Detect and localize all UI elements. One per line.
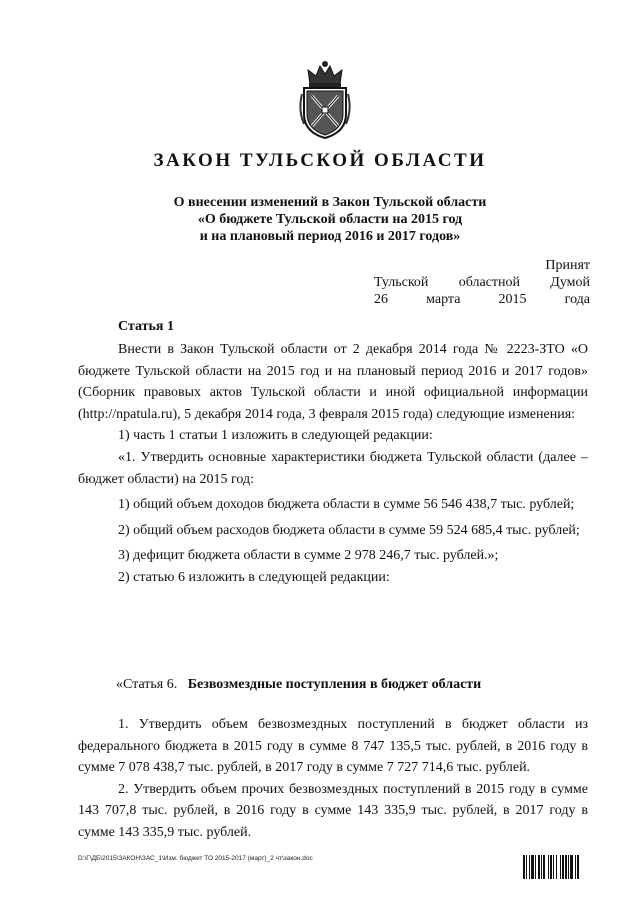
- adopted-word: 2015: [498, 292, 527, 307]
- barcode-bar: [535, 855, 536, 879]
- article-1-intro: Внести в Закон Тульской области от 2 декабря 2014 года № 2223-ЗТО «О бюджете Тульской области на 2015 год и на плановый период 2016 и 2017 годов» (Сборник правовых актов Тульской области и иной официальной информации (http://npatula.ru), 5 декабря 2014 года, 3 февраля 2015 года) следующие изменения:: [78, 342, 588, 422]
- article-1-sub-1: 1) общий объем доходов бюджета области в сумме 56 546 438,7 тыс. рублей;: [118, 497, 575, 513]
- article-1-body: [78, 339, 588, 589]
- law-title: ЗАКОН ТУЛЬСКОЙ ОБЛАСТИ: [153, 150, 487, 171]
- file-path: D:\Г\ДБ\2015\ЗАКОН\ЗАС_1\Изм. бюджет ТО 2015-2017 (март)_2 чт\закон.doc: [78, 855, 313, 862]
- subtitle-line: О внесении изменений в Закон Тульской области: [173, 195, 487, 210]
- article-1-item-1: 1) часть 1 статьи 1 изложить в следующей редакции:: [118, 428, 433, 444]
- article-1-sub-3: 3) дефицит бюджета области в сумме 2 978 246,7 тыс. рублей.»;: [118, 548, 499, 564]
- barcode-bar: [526, 855, 527, 879]
- barcode-bar: [550, 855, 552, 879]
- barcode-bar: [577, 855, 579, 879]
- adopted-word: года: [564, 292, 590, 307]
- barcode-icon: [523, 855, 593, 879]
- adopted-word: 26: [374, 292, 388, 307]
- article-6-para-1: 1. Утвердить объем безвозмездных поступлений в бюджет области из федерального бюджета в 2015 году в сумме 8 747 135,5 тыс. рублей, в 2016 году в сумме 7 078 438,7 тыс. рублей, в 2017 году в сумме 7 727 714,6 тыс. рублей.: [78, 717, 588, 775]
- article-6-prefix: «Статья 6.: [116, 677, 178, 692]
- article-1-quote: «1. Утвердить основные характеристики бюджета Тульской области (далее – бюджет области) на 2015 год:: [78, 449, 588, 487]
- barcode-bar: [565, 855, 567, 879]
- adopted-by: [374, 274, 590, 291]
- coat-of-arms-icon: [296, 60, 354, 140]
- barcode-bar: [562, 855, 564, 879]
- barcode-bar: [575, 855, 576, 879]
- adoption-block: [374, 257, 590, 308]
- barcode-bar: [529, 855, 530, 879]
- law-subtitle: [140, 194, 520, 245]
- barcode-bar: [570, 855, 573, 879]
- barcode-bar: [568, 855, 569, 879]
- barcode-bar: [541, 855, 542, 879]
- adopted-label: Принят: [545, 258, 590, 273]
- barcode-bar: [523, 855, 525, 879]
- article-6-heading: [116, 677, 481, 693]
- barcode-bar: [560, 855, 561, 879]
- subtitle-line: и на плановый период 2016 и 2017 годов»: [199, 229, 461, 244]
- article-6-para-2: 2. Утвердить объем прочих безвозмездных поступлений в 2015 году в сумме 143 707,8 тыс. рублей, в 2016 году в сумме 143 335,9 тыс. рублей, в 2017 году в сумме 143 335,9 тыс. рублей.: [78, 781, 588, 840]
- adopted-word: областной: [458, 275, 520, 290]
- article-6-body: [78, 714, 588, 843]
- article-6-title: Безвозмездные поступления в бюджет области: [187, 677, 482, 692]
- barcode-bar: [553, 855, 554, 879]
- article-1-heading: Статья 1: [118, 319, 174, 334]
- barcode-bar: [531, 855, 534, 879]
- adopted-date: [374, 291, 590, 308]
- barcode-bar: [543, 855, 545, 879]
- adopted-word: Думой: [550, 275, 590, 290]
- subtitle-line: «О бюджете Тульской области на 2015 год: [197, 212, 463, 227]
- barcode-bar: [538, 855, 540, 879]
- barcode-bar: [556, 855, 557, 879]
- adopted-word: Тульской: [374, 275, 429, 290]
- article-1-item-2: 2) статью 6 изложить в следующей редакции:: [118, 569, 390, 585]
- adopted-word: марта: [426, 292, 461, 307]
- barcode-bar: [548, 855, 549, 879]
- article-1-sub-2: 2) общий объем расходов бюджета области в сумме 59 524 685,4 тыс. рублей;: [118, 522, 580, 538]
